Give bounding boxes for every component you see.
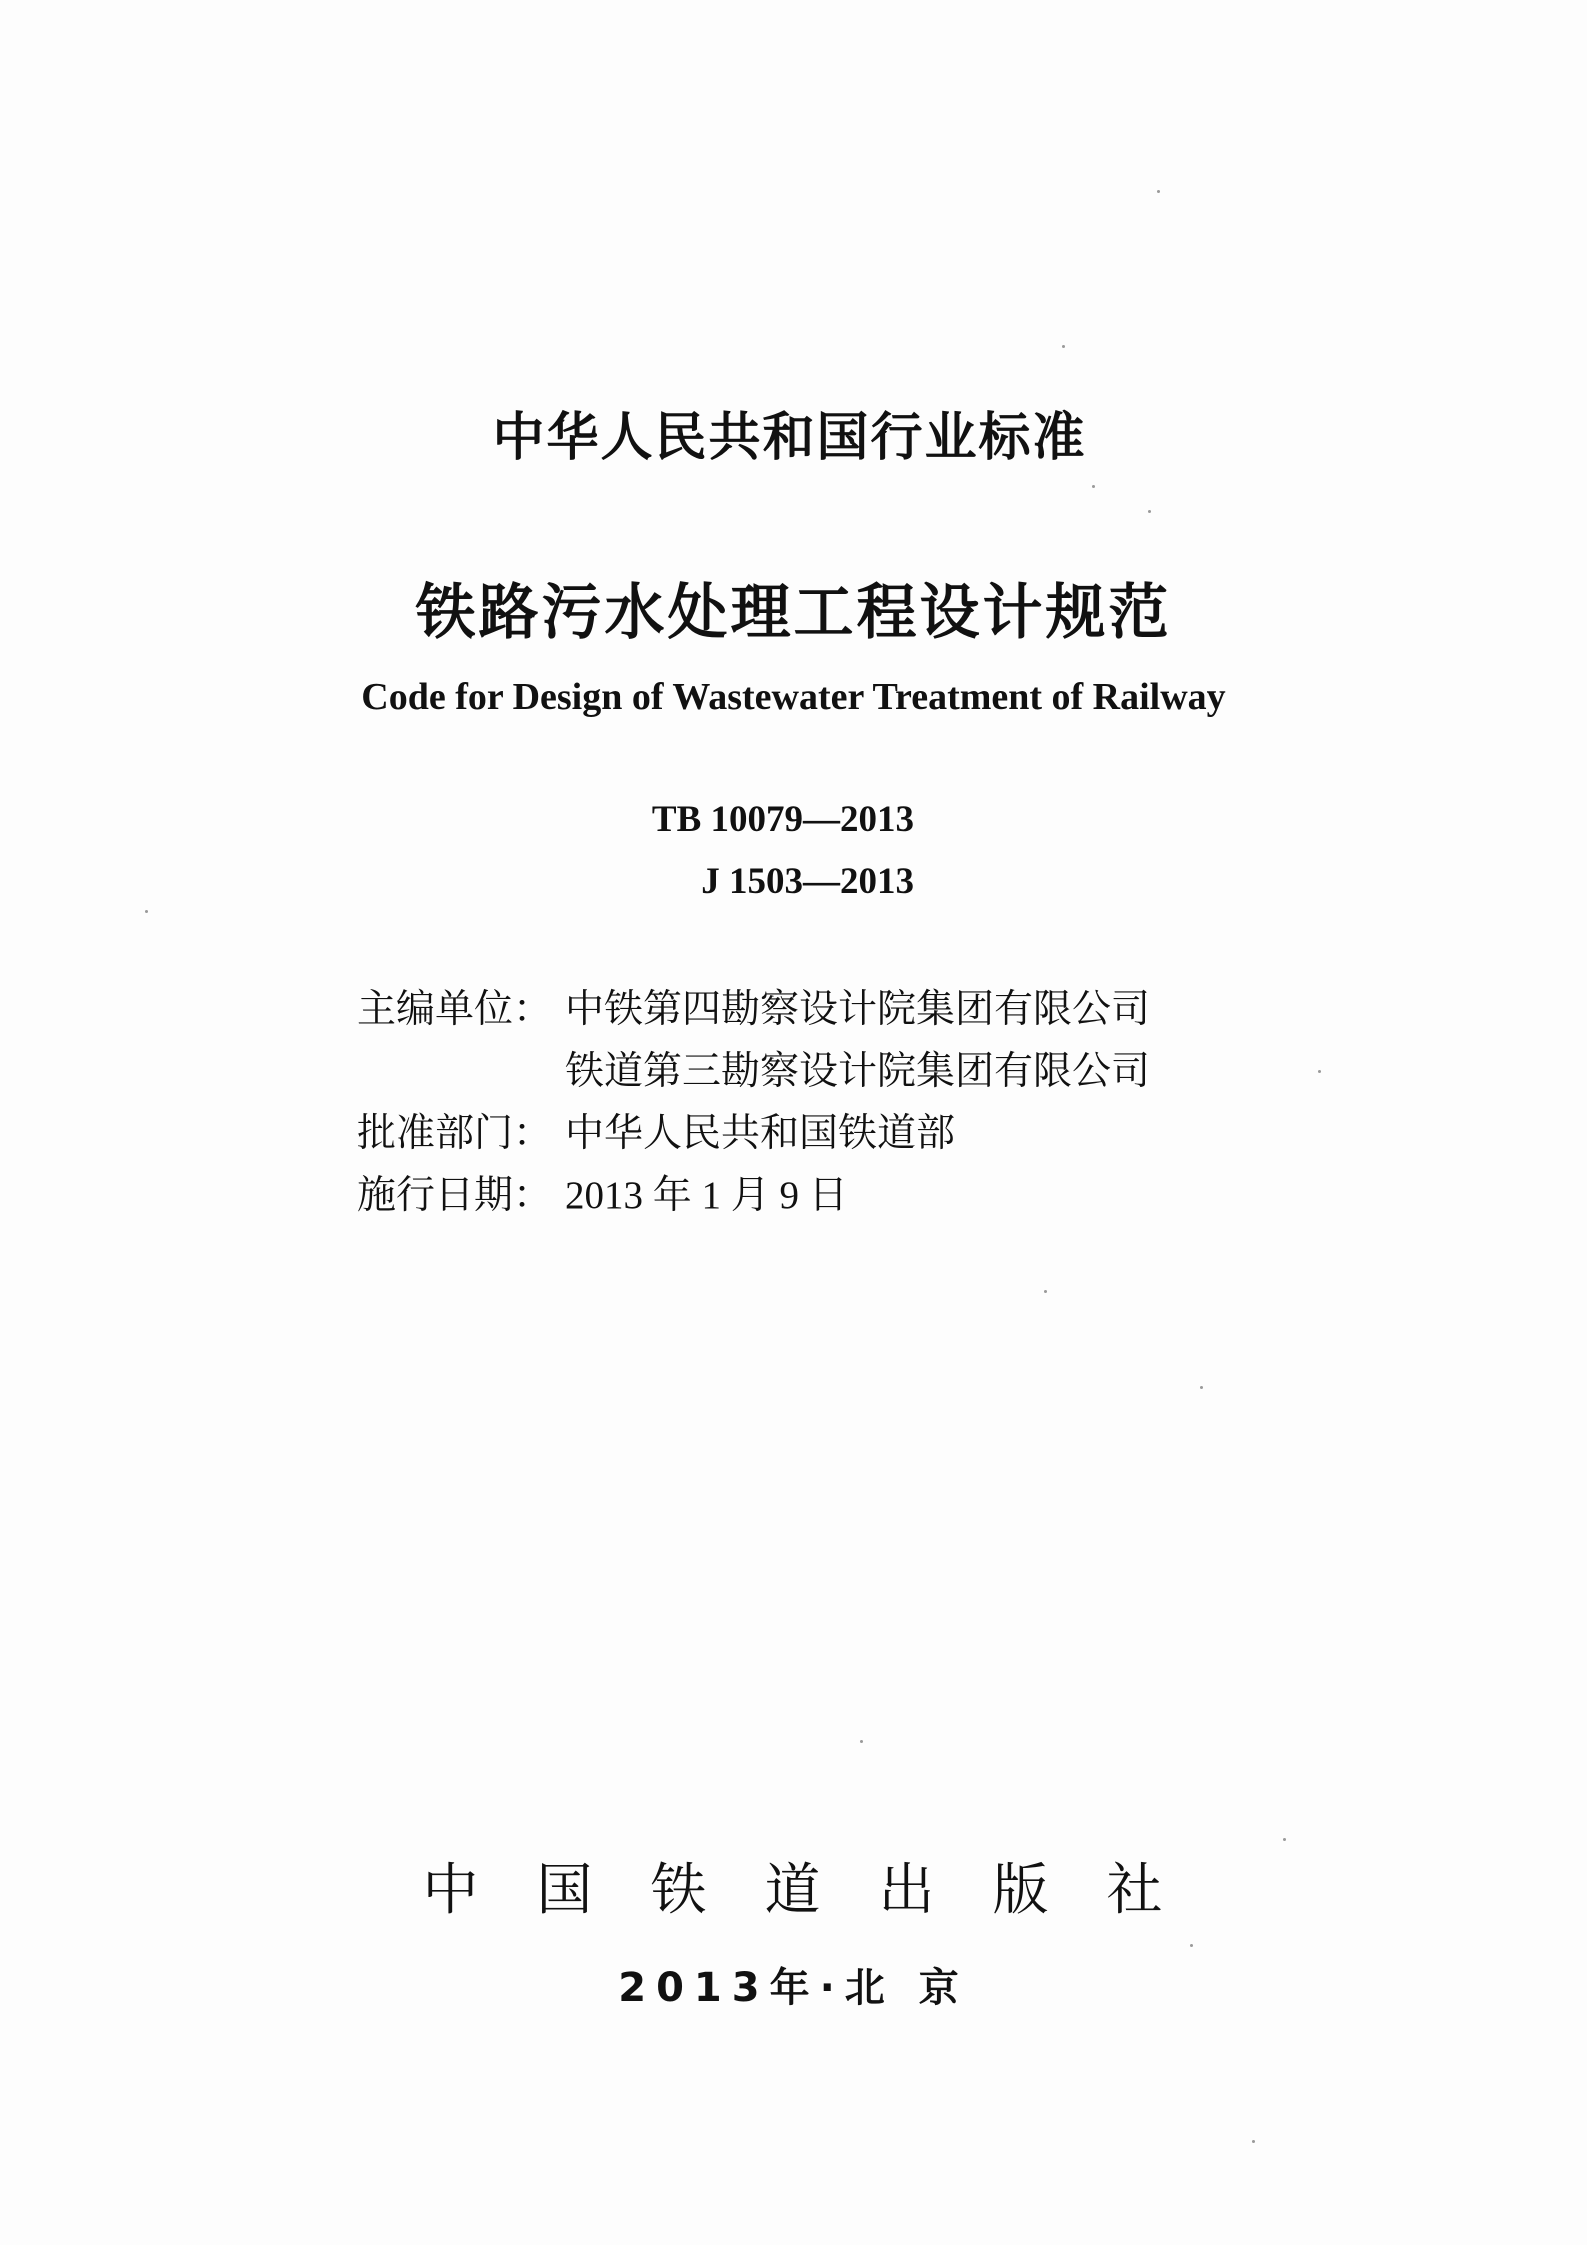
scan-speck <box>1252 2140 1255 2143</box>
effective-date-value: 2013 年 1 月 9 日 <box>565 1174 848 1217</box>
approver-row <box>357 1102 955 1158</box>
scan-speck <box>1318 1070 1321 1073</box>
publication-place-date: 2013年·北 京 <box>618 1965 969 2011</box>
effective-date-label: 施行日期： <box>357 1173 553 1218</box>
approver-label: 批准部门： <box>357 1111 553 1156</box>
scan-speck <box>1190 1944 1193 1947</box>
chief-editor-1: 中铁第四勘察设计院集团有限公司 <box>565 987 1151 1032</box>
chief-editor-label: 主编单位： <box>357 987 553 1032</box>
standard-code-tb: TB 10079—2013 <box>651 799 914 840</box>
chief-editor-row-2 <box>565 1040 1150 1096</box>
effective-date-row <box>357 1164 848 1220</box>
scan-speck <box>860 1740 863 1743</box>
scan-speck <box>1283 1838 1286 1841</box>
chief-editor-row <box>357 978 1150 1034</box>
document-title-chinese: 铁路污水处理工程设计规范 <box>415 578 1172 648</box>
document-title-english: Code for Design of Wastewater Treatment of Railway <box>361 676 1226 718</box>
scan-speck <box>1157 190 1160 193</box>
scan-speck <box>1062 345 1065 348</box>
scan-speck <box>145 910 148 913</box>
scan-speck <box>1200 1386 1203 1389</box>
scan-speck <box>1092 485 1095 488</box>
scan-speck <box>1044 1290 1047 1293</box>
industry-standard-heading: 中华人民共和国行业标准 <box>492 408 1087 468</box>
scan-speck <box>1148 510 1151 513</box>
chief-editor-2: 铁道第三勘察设计院集团有限公司 <box>565 1049 1151 1094</box>
approver-value: 中华人民共和国铁道部 <box>565 1111 956 1156</box>
standard-code-j: J 1503—2013 <box>701 861 914 902</box>
publisher-name: 中国铁道出版社 <box>422 1858 1221 1923</box>
